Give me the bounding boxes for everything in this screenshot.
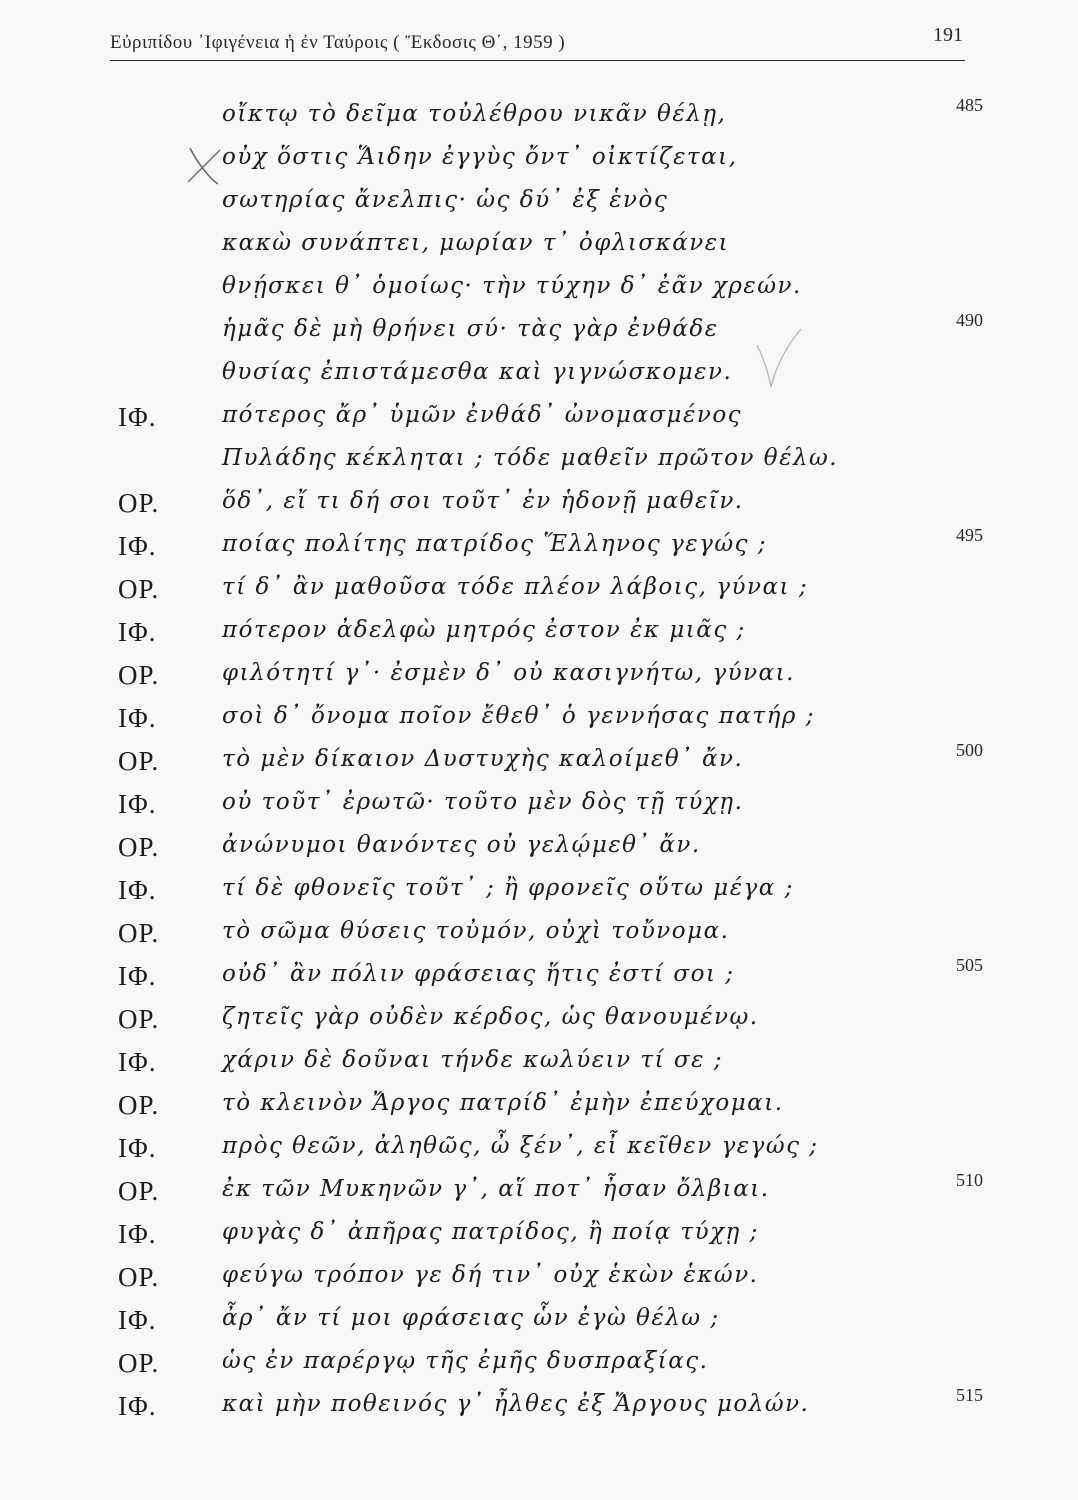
line-number: 490 (956, 310, 983, 330)
verse-text: ζητεῖς γὰρ οὐδὲν κέρδος, ὡς θανουμένῳ. (222, 1004, 759, 1030)
verse-text: φεύγω τρόπον γε δή τιν᾿ οὐχ ἑκὼν ἑκών. (222, 1262, 759, 1288)
verse-line (0, 1305, 1078, 1341)
verse-text: τί δὲ φθονεῖς τοῦτ᾿ ; ἢ φρονεῖς οὕτω μέγα ; (222, 875, 794, 901)
verse-text: οὐδ᾿ ἂν πόλιν φράσειας ἥτις ἐστί σοι ; (222, 961, 735, 987)
line-number: 500 (956, 740, 983, 760)
verse-text: ὡς ἐν παρέργῳ τῆς ἐμῆς δυσπραξίας. (222, 1348, 709, 1374)
verse-line (0, 1004, 1078, 1040)
verse-line (0, 1090, 1078, 1126)
running-title: Εὐριπίδου ᾿Ιφιγένεια ἡ ἐν Ταύροις ( Ἔκδοσις Θ΄, 1959 ) (110, 32, 566, 53)
speaker-label: ΟΡ. (118, 918, 160, 948)
verse-text: τὸ μὲν δίκαιον Δυστυχὴς καλοίμεθ᾿ ἄν. (222, 746, 744, 772)
line-number: 485 (956, 95, 983, 115)
verse-text: τὸ κλεινὸν Ἄργος πατρίδ᾿ ἐμὴν ἐπεύχομαι. (222, 1090, 784, 1116)
verse-line (0, 703, 1078, 739)
verse-line (0, 402, 1078, 438)
verse-text: φιλότητί γ᾿· ἐσμὲν δ᾿ οὐ κασιγνήτω, γύναι. (222, 660, 795, 686)
verse-line (0, 359, 1078, 395)
page-number: 191 (933, 24, 963, 46)
speaker-label: ΟΡ. (118, 574, 160, 604)
verse-line (0, 1047, 1078, 1083)
speaker-label: ΙΦ. (118, 1133, 157, 1163)
verse-line (0, 1348, 1078, 1384)
speaker-label: ΙΦ. (118, 789, 157, 819)
speaker-label: ΟΡ. (118, 832, 160, 862)
verse-text: οὐ τοῦτ᾿ ἐρωτῶ· τοῦτο μὲν δὸς τῇ τύχῃ. (222, 789, 744, 815)
verse-text: πρὸς θεῶν, ἀληθῶς, ὦ ξέν᾿, εἶ κεῖθεν γεγώς ; (222, 1133, 819, 1159)
verse-text: οὐχ ὅστις Ἅιδην ἐγγὺς ὄντ᾿ οἰκτίζεται, (222, 144, 738, 170)
verse-text: σοὶ δ᾿ ὄνομα ποῖον ἔθεθ᾿ ὁ γεννήσας πατήρ ; (222, 703, 815, 729)
verse-line (0, 273, 1078, 309)
verse-text: τὸ σῶμα θύσεις τοὐμόν, οὐχὶ τοὔνομα. (222, 918, 730, 944)
verse-line (0, 740, 1078, 782)
line-number: 495 (956, 525, 983, 545)
speaker-label: ΟΡ. (118, 1262, 160, 1292)
verse-line (0, 445, 1078, 481)
verse-text: φυγὰς δ᾿ ἀπῆρας πατρίδος, ἢ ποίᾳ τύχῃ ; (222, 1219, 759, 1245)
verse-text: ἆρ᾿ ἄν τί μοι φράσειας ὧν ἐγὼ θέλω ; (222, 1305, 720, 1331)
verse-line (0, 525, 1078, 567)
verse-text: ἀνώνυμοι θανόντες οὐ γελῴμεθ᾿ ἄν. (222, 832, 701, 858)
speaker-label: ΟΡ. (118, 746, 160, 776)
line-number: 515 (956, 1385, 983, 1405)
verse-line (0, 230, 1078, 266)
line-number: 510 (956, 1170, 983, 1190)
speaker-label: ΙΦ. (118, 875, 157, 905)
speaker-label: ΙΦ. (118, 402, 157, 432)
verse-line (0, 660, 1078, 696)
verse-text: πότερον ἀδελφὼ μητρός ἐστον ἐκ μιᾶς ; (222, 617, 746, 643)
verse-line (0, 488, 1078, 524)
verse-line (0, 918, 1078, 954)
verse-text: τί δ᾿ ἂν μαθοῦσα τόδε πλέον λάβοις, γύναι ; (222, 574, 809, 600)
verse-line (0, 1385, 1078, 1427)
speaker-label: ΙΦ. (118, 961, 157, 991)
speaker-label: ΟΡ. (118, 1348, 160, 1378)
verse-text: κακὼ συνάπτει, μωρίαν τ᾿ ὀφλισκάνει (222, 230, 730, 256)
verse-line (0, 1262, 1078, 1298)
verse-line (0, 832, 1078, 868)
speaker-label: ΙΦ. (118, 1219, 157, 1249)
speaker-label: ΙΦ. (118, 531, 157, 561)
verse-line (0, 310, 1078, 352)
speaker-label: ΙΦ. (118, 1391, 157, 1421)
verse-line (0, 95, 1078, 137)
verse-text: καὶ μὴν ποθεινός γ᾿ ἦλθες ἐξ Ἄργους μολών. (222, 1391, 810, 1417)
verse-line (0, 187, 1078, 223)
speaker-label: ΙΦ. (118, 1047, 157, 1077)
verse-text: οἴκτῳ τὸ δεῖμα τοὐλέθρου νικᾶν θέλῃ, (222, 101, 727, 127)
verse-line (0, 1170, 1078, 1212)
verse-line (0, 617, 1078, 653)
verse-line (0, 574, 1078, 610)
speaker-label: ΟΡ. (118, 1176, 160, 1206)
speaker-label: ΙΦ. (118, 617, 157, 647)
speaker-label: ΟΡ. (118, 488, 160, 518)
verse-text: σωτηρίας ἄνελπις· ὡς δύ᾿ ἐξ ἑνὸς (222, 187, 669, 213)
speaker-label: ΟΡ. (118, 1004, 160, 1034)
verse-text: ὅδ᾿, εἴ τι δή σοι τοῦτ᾿ ἐν ἡδονῇ μαθεῖν. (222, 488, 744, 514)
verse-text: ἐκ τῶν Μυκηνῶν γ᾿, αἵ ποτ᾿ ἦσαν ὄλβιαι. (222, 1176, 770, 1202)
verse-text: ἡμᾶς δὲ μὴ θρήνει σύ· τὰς γὰρ ἐνθάδε (222, 316, 719, 342)
line-number: 505 (956, 955, 983, 975)
verse-text: θυσίας ἐπιστάμεσθα καὶ γιγνώσκομεν. (222, 359, 733, 385)
verse-line (0, 955, 1078, 997)
verse-text: ποίας πολίτης πατρίδος Ἕλληνος γεγώς ; (222, 531, 768, 557)
speaker-label: ΙΦ. (118, 703, 157, 733)
speaker-label: ΙΦ. (118, 1305, 157, 1335)
verse-line (0, 875, 1078, 911)
verse-text: θνῄσκει θ᾿ ὁμοίως· τὴν τύχην δ᾿ ἐᾶν χρεών. (222, 273, 802, 299)
speaker-label: ΟΡ. (118, 660, 160, 690)
verse-text: Πυλάδης κέκληται ; τόδε μαθεῖν πρῶτον θέλω. (222, 445, 839, 471)
verse-line (0, 1219, 1078, 1255)
verse-line (0, 144, 1078, 180)
verse-line (0, 1133, 1078, 1169)
verse-text: πότερος ἄρ᾿ ὑμῶν ἐνθάδ᾿ ὠνομασμένος (222, 402, 743, 428)
speaker-label: ΟΡ. (118, 1090, 160, 1120)
verse-text: χάριν δὲ δοῦναι τήνδε κωλύειν τί σε ; (222, 1047, 724, 1073)
verse-line (0, 789, 1078, 825)
